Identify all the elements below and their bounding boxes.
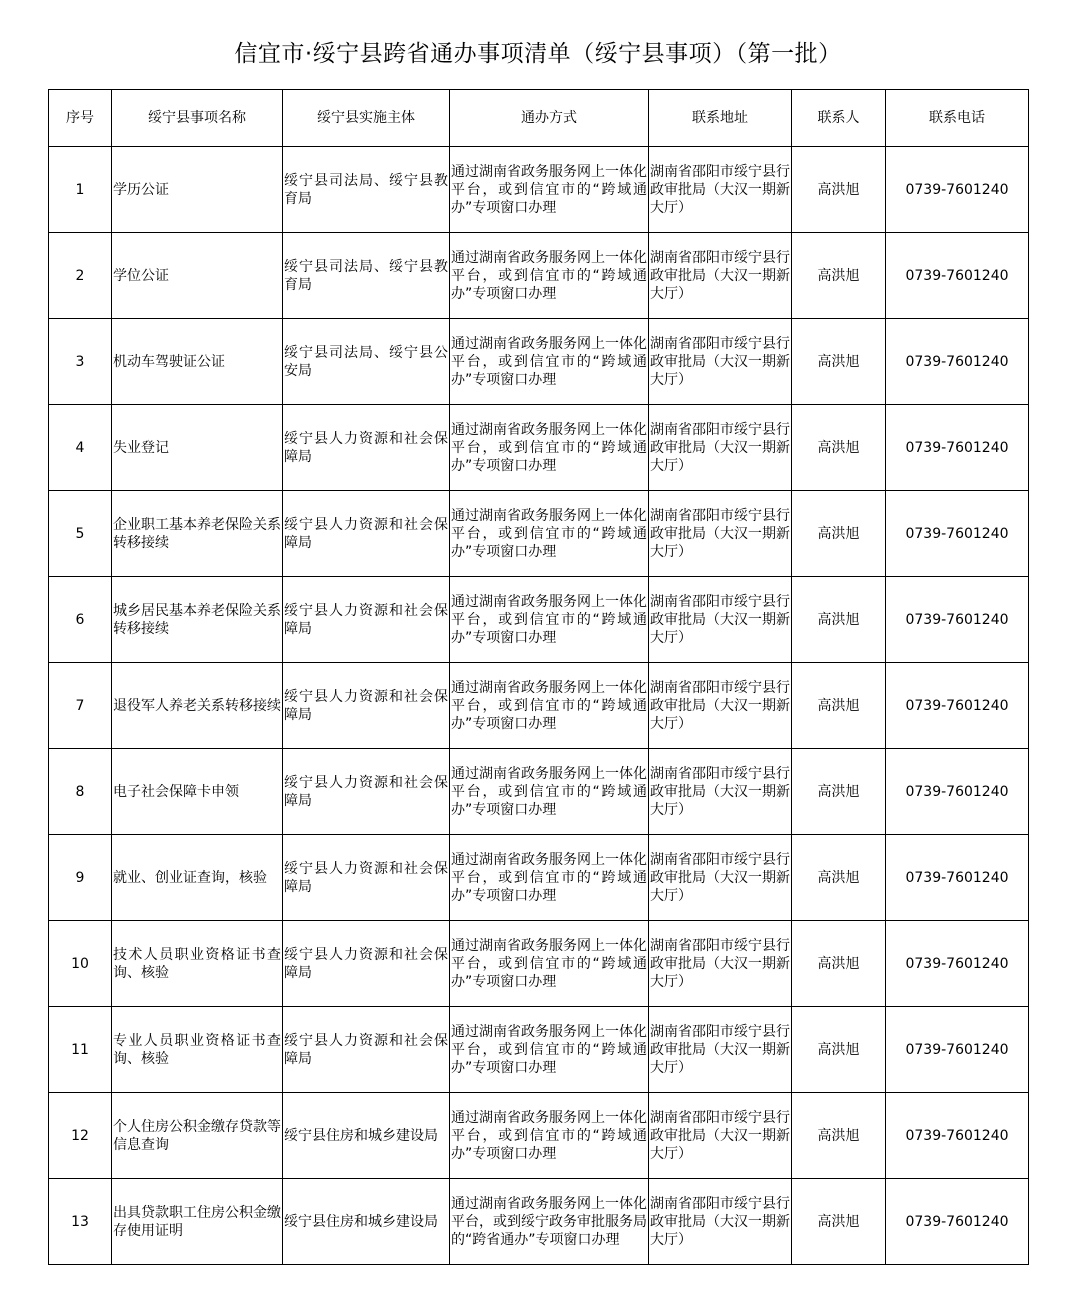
cell-address: 湖南省邵阳市绥宁县行政审批局（大汉一期新大厅） — [649, 147, 792, 233]
cell-entity: 绥宁县人力资源和社会保障局 — [283, 577, 450, 663]
cell-entity: 绥宁县住房和城乡建设局 — [283, 1179, 450, 1265]
cell-phone: 0739-7601240 — [886, 835, 1029, 921]
cell-method: 通过湖南省政务服务网上一体化平台，或到绥宁政务审批服务局的“跨省通办”专项窗口办理 — [450, 1179, 649, 1265]
cell-index: 11 — [49, 1007, 112, 1093]
cell-address: 湖南省邵阳市绥宁县行政审批局（大汉一期新大厅） — [649, 921, 792, 1007]
cell-entity: 绥宁县人力资源和社会保障局 — [283, 491, 450, 577]
cell-address: 湖南省邵阳市绥宁县行政审批局（大汉一期新大厅） — [649, 577, 792, 663]
cell-name: 技术人员职业资格证书查询、核验 — [112, 921, 283, 1007]
cell-address: 湖南省邵阳市绥宁县行政审批局（大汉一期新大厅） — [649, 1007, 792, 1093]
header-contact: 联系人 — [792, 90, 886, 147]
cell-entity: 绥宁县人力资源和社会保障局 — [283, 663, 450, 749]
cell-address: 湖南省邵阳市绥宁县行政审批局（大汉一期新大厅） — [649, 405, 792, 491]
table-row — [49, 319, 1029, 405]
header-index: 序号 — [49, 90, 112, 147]
cell-index: 13 — [49, 1179, 112, 1265]
cell-phone: 0739-7601240 — [886, 921, 1029, 1007]
cell-name: 学位公证 — [112, 233, 283, 319]
header-name: 绥宁县事项名称 — [112, 90, 283, 147]
cell-method: 通过湖南省政务服务网上一体化平台，或到信宜市的“跨域通办”专项窗口办理 — [450, 749, 649, 835]
cell-contact: 高洪旭 — [792, 491, 886, 577]
cell-contact: 高洪旭 — [792, 1179, 886, 1265]
cell-contact: 高洪旭 — [792, 663, 886, 749]
cell-entity: 绥宁县人力资源和社会保障局 — [283, 835, 450, 921]
cell-contact: 高洪旭 — [792, 1093, 886, 1179]
cell-contact: 高洪旭 — [792, 921, 886, 1007]
cell-name: 专业人员职业资格证书查询、核验 — [112, 1007, 283, 1093]
table-row — [49, 405, 1029, 491]
cell-phone: 0739-7601240 — [886, 491, 1029, 577]
cell-index: 2 — [49, 233, 112, 319]
cell-method: 通过湖南省政务服务网上一体化平台，或到信宜市的“跨域通办”专项窗口办理 — [450, 405, 649, 491]
cell-index: 1 — [49, 147, 112, 233]
cell-contact: 高洪旭 — [792, 835, 886, 921]
cell-phone: 0739-7601240 — [886, 319, 1029, 405]
cell-address: 湖南省邵阳市绥宁县行政审批局（大汉一期新大厅） — [649, 749, 792, 835]
cell-contact: 高洪旭 — [792, 405, 886, 491]
table-row — [49, 491, 1029, 577]
cell-method: 通过湖南省政务服务网上一体化平台，或到信宜市的“跨域通办”专项窗口办理 — [450, 147, 649, 233]
cell-name: 个人住房公积金缴存贷款等信息查询 — [112, 1093, 283, 1179]
table-row — [49, 1007, 1029, 1093]
header-entity: 绥宁县实施主体 — [283, 90, 450, 147]
cell-entity: 绥宁县人力资源和社会保障局 — [283, 405, 450, 491]
cell-phone: 0739-7601240 — [886, 233, 1029, 319]
table-row — [49, 663, 1029, 749]
cell-index: 4 — [49, 405, 112, 491]
cell-address: 湖南省邵阳市绥宁县行政审批局（大汉一期新大厅） — [649, 835, 792, 921]
cell-name: 学历公证 — [112, 147, 283, 233]
cell-entity: 绥宁县司法局、绥宁县公安局 — [283, 319, 450, 405]
cell-entity: 绥宁县人力资源和社会保障局 — [283, 749, 450, 835]
cell-method: 通过湖南省政务服务网上一体化平台，或到信宜市的“跨域通办”专项窗口办理 — [450, 319, 649, 405]
header-method: 通办方式 — [450, 90, 649, 147]
cell-index: 10 — [49, 921, 112, 1007]
cell-phone: 0739-7601240 — [886, 405, 1029, 491]
cell-phone: 0739-7601240 — [886, 1093, 1029, 1179]
cell-method: 通过湖南省政务服务网上一体化平台，或到信宜市的“跨域通办”专项窗口办理 — [450, 1093, 649, 1179]
cell-contact: 高洪旭 — [792, 233, 886, 319]
cell-name: 出具贷款职工住房公积金缴存使用证明 — [112, 1179, 283, 1265]
cell-phone: 0739-7601240 — [886, 663, 1029, 749]
page-title: 信宜市·绥宁县跨省通办事项清单（绥宁县事项）（第一批） — [234, 41, 842, 67]
header-phone: 联系电话 — [886, 90, 1029, 147]
cell-address: 湖南省邵阳市绥宁县行政审批局（大汉一期新大厅） — [649, 1093, 792, 1179]
cell-index: 7 — [49, 663, 112, 749]
cell-address: 湖南省邵阳市绥宁县行政审批局（大汉一期新大厅） — [649, 1179, 792, 1265]
cell-index: 12 — [49, 1093, 112, 1179]
items-table — [48, 89, 1029, 1265]
header-address: 联系地址 — [649, 90, 792, 147]
table-row — [49, 147, 1029, 233]
cell-phone: 0739-7601240 — [886, 1007, 1029, 1093]
cell-name: 就业、创业证查询，核验 — [112, 835, 283, 921]
cell-entity: 绥宁县司法局、绥宁县教育局 — [283, 147, 450, 233]
table-header-row — [49, 90, 1029, 147]
cell-index: 9 — [49, 835, 112, 921]
cell-phone: 0739-7601240 — [886, 749, 1029, 835]
table-row — [49, 1093, 1029, 1179]
table-row — [49, 1179, 1029, 1265]
cell-address: 湖南省邵阳市绥宁县行政审批局（大汉一期新大厅） — [649, 319, 792, 405]
cell-index: 3 — [49, 319, 112, 405]
cell-method: 通过湖南省政务服务网上一体化平台，或到信宜市的“跨域通办”专项窗口办理 — [450, 1007, 649, 1093]
cell-index: 8 — [49, 749, 112, 835]
cell-address: 湖南省邵阳市绥宁县行政审批局（大汉一期新大厅） — [649, 663, 792, 749]
cell-method: 通过湖南省政务服务网上一体化平台，或到信宜市的“跨域通办”专项窗口办理 — [450, 835, 649, 921]
cell-entity: 绥宁县人力资源和社会保障局 — [283, 921, 450, 1007]
cell-name: 退役军人养老关系转移接续 — [112, 663, 283, 749]
cell-contact: 高洪旭 — [792, 147, 886, 233]
cell-address: 湖南省邵阳市绥宁县行政审批局（大汉一期新大厅） — [649, 233, 792, 319]
cell-contact: 高洪旭 — [792, 319, 886, 405]
cell-entity: 绥宁县司法局、绥宁县教育局 — [283, 233, 450, 319]
cell-index: 6 — [49, 577, 112, 663]
table-row — [49, 835, 1029, 921]
cell-contact: 高洪旭 — [792, 1007, 886, 1093]
table-row — [49, 749, 1029, 835]
cell-phone: 0739-7601240 — [886, 147, 1029, 233]
cell-name: 机动车驾驶证公证 — [112, 319, 283, 405]
cell-phone: 0739-7601240 — [886, 577, 1029, 663]
cell-contact: 高洪旭 — [792, 577, 886, 663]
cell-name: 企业职工基本养老保险关系转移接续 — [112, 491, 283, 577]
cell-phone: 0739-7601240 — [886, 1179, 1029, 1265]
cell-entity: 绥宁县人力资源和社会保障局 — [283, 1007, 450, 1093]
cell-method: 通过湖南省政务服务网上一体化平台，或到信宜市的“跨域通办”专项窗口办理 — [450, 921, 649, 1007]
table-row — [49, 921, 1029, 1007]
cell-index: 5 — [49, 491, 112, 577]
cell-method: 通过湖南省政务服务网上一体化平台，或到信宜市的“跨域通办”专项窗口办理 — [450, 491, 649, 577]
table-row — [49, 577, 1029, 663]
cell-method: 通过湖南省政务服务网上一体化平台，或到信宜市的“跨域通办”专项窗口办理 — [450, 577, 649, 663]
cell-method: 通过湖南省政务服务网上一体化平台，或到信宜市的“跨域通办”专项窗口办理 — [450, 233, 649, 319]
table-row — [49, 233, 1029, 319]
cell-entity: 绥宁县住房和城乡建设局 — [283, 1093, 450, 1179]
cell-name: 失业登记 — [112, 405, 283, 491]
cell-name: 城乡居民基本养老保险关系转移接续 — [112, 577, 283, 663]
cell-method: 通过湖南省政务服务网上一体化平台，或到信宜市的“跨域通办”专项窗口办理 — [450, 663, 649, 749]
cell-contact: 高洪旭 — [792, 749, 886, 835]
cell-address: 湖南省邵阳市绥宁县行政审批局（大汉一期新大厅） — [649, 491, 792, 577]
cell-name: 电子社会保障卡申领 — [112, 749, 283, 835]
